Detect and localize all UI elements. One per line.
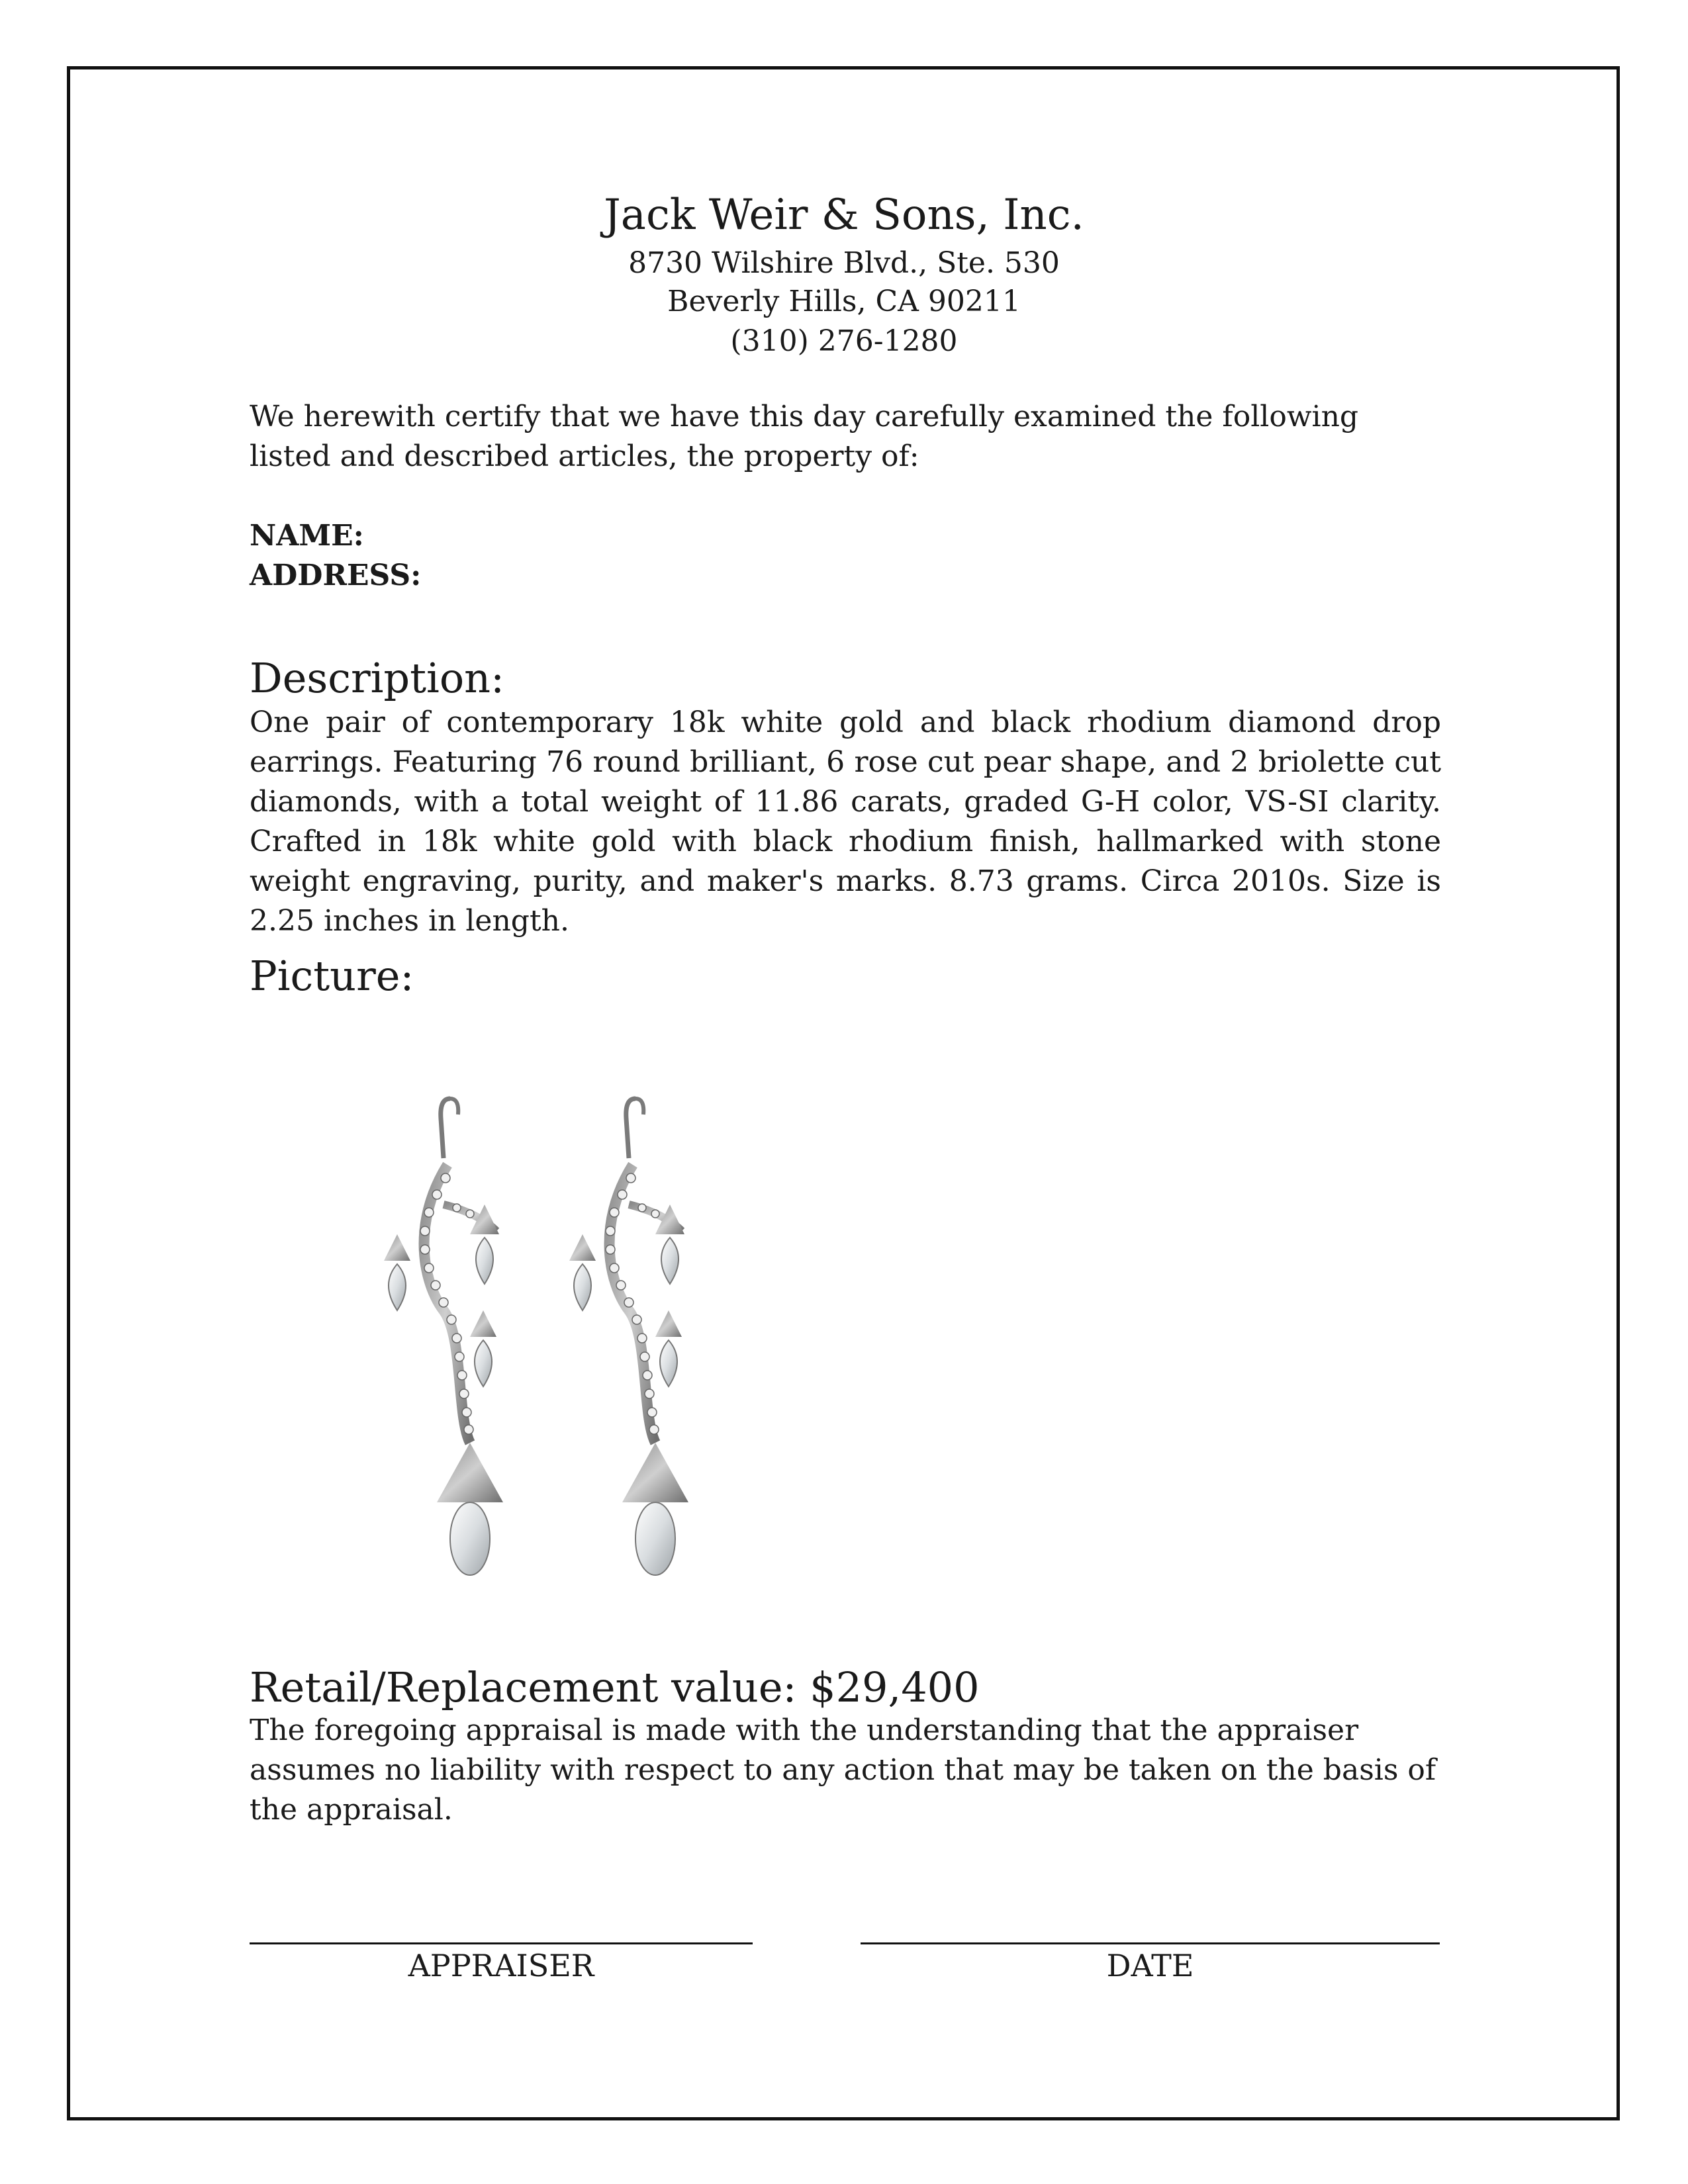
date-label: DATE [1106, 1948, 1194, 1983]
description-heading: Description: [250, 654, 504, 702]
description-text: One pair of contemporary 18k white gold and black rhodium diamond drop earrings. Featuring 76 round brilliant, 6 rose cut pear shape, and 2 briolette cut diamonds, with a total weight of 11.86 carats, graded G-H color, VS-SI clarity. Crafted in 18k white gold with black rhodium finish, hallmarked with stone weight engraving, purity, and maker's marks. 8.73 grams. Circa 2010s. Size is 2.25 inches in length. [250, 705, 1441, 938]
name-label: NAME: [250, 519, 364, 553]
earrings-photo [371, 1072, 715, 1615]
disclaimer-text: The foregoing appraisal is made with the understanding that the appraiser assumes no liability with respect to any action that may be taken on the basis of the appraisal. [250, 1713, 1436, 1827]
picture-heading: Picture: [250, 952, 414, 1000]
value-label: Retail/Replacement value: [250, 1663, 797, 1711]
appraiser-signature-line [250, 1942, 753, 1944]
address-label: ADDRESS: [250, 559, 422, 592]
date-signature-line [861, 1942, 1440, 1944]
value-line [250, 1661, 980, 1714]
value-amount: $29,400 [810, 1663, 980, 1711]
street-address: 8730 Wilshire Blvd., Ste. 530 [628, 246, 1060, 280]
appraiser-label: APPRAISER [408, 1948, 594, 1983]
city-state-zip: Beverly Hills, CA 90211 [667, 285, 1021, 318]
company-name: Jack Weir & Sons, Inc. [604, 191, 1084, 240]
certification-text: We herewith certify that we have this day carefully examined the following listed and described articles, the property of: [250, 400, 1359, 473]
phone-number: (310) 276-1280 [730, 324, 958, 358]
